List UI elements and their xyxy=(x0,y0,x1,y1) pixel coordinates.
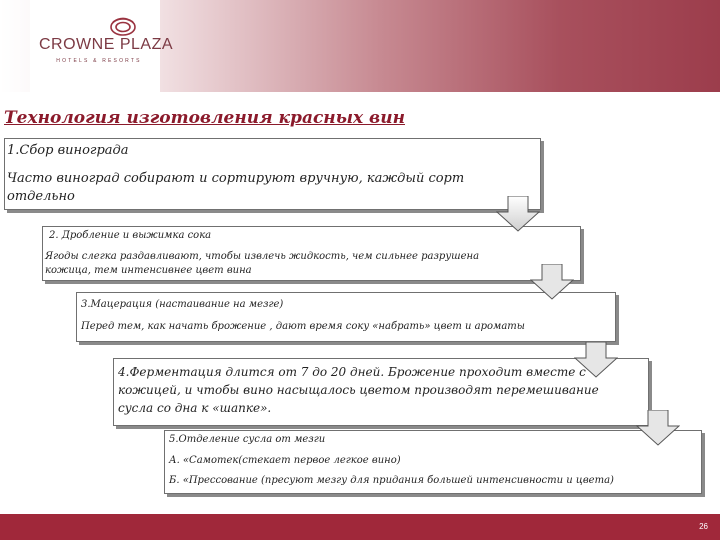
step-3-line-1: Перед тем, как начать брожение , дают время соку «набрать» цвет и ароматы xyxy=(81,321,525,332)
step-5-box xyxy=(164,430,702,494)
crown-plaza-logo-icon xyxy=(110,16,136,38)
step-1-line-1: Часто виноград собирают и сортируют вручную, каждый сорт xyxy=(7,171,465,186)
step-5-line-1: А. «Самотек(стекает первое легкое вино) xyxy=(169,455,401,466)
step-2-box xyxy=(42,226,581,281)
down-arrow-icon xyxy=(530,264,574,300)
brand-subtitle: HOTELS & RESORTS xyxy=(56,58,142,64)
step-2-line-1: Ягоды слегка раздавливают, чтобы извлечь жидкость, чем сильнее разрушена xyxy=(45,251,480,262)
step-2-line-2: кожица, тем интенсивнее цвет вина xyxy=(45,265,252,276)
brand-name: CROWNE PLAZA xyxy=(39,36,174,53)
step-2-heading: 2. Дробление и выжимка сока xyxy=(49,230,212,241)
step-3-heading: 3.Мацерация (настаивание на мезге) xyxy=(81,299,284,310)
down-arrow-icon xyxy=(496,196,540,232)
step-1-box xyxy=(4,138,541,210)
slide-title: Технология изготовления красных вин xyxy=(4,108,405,128)
step-4-line-2: сусла со дна к «шапке». xyxy=(118,401,272,415)
down-arrow-icon xyxy=(574,342,618,378)
step-4-heading: 4.Ферментация длится от 7 до 20 дней. Брожение проходит вместе с xyxy=(118,365,586,379)
header-band xyxy=(0,0,720,92)
page-number: 26 xyxy=(699,522,708,531)
step-5-line-2: Б. «Прессование (пресуют мезгу для придания большей интенсивности и цвета) xyxy=(169,475,614,486)
footer-band xyxy=(0,514,720,540)
step-1-heading: 1.Сбор винограда xyxy=(7,143,129,158)
step-1-line-2: отдельно xyxy=(7,189,75,204)
step-4-line-1: кожицей, и чтобы вино насыщалось цветом производят перемешивание xyxy=(118,383,599,397)
down-arrow-icon xyxy=(636,410,680,446)
step-4-box xyxy=(113,358,649,426)
step-5-heading: 5.Отделение сусла от мезги xyxy=(169,434,326,445)
